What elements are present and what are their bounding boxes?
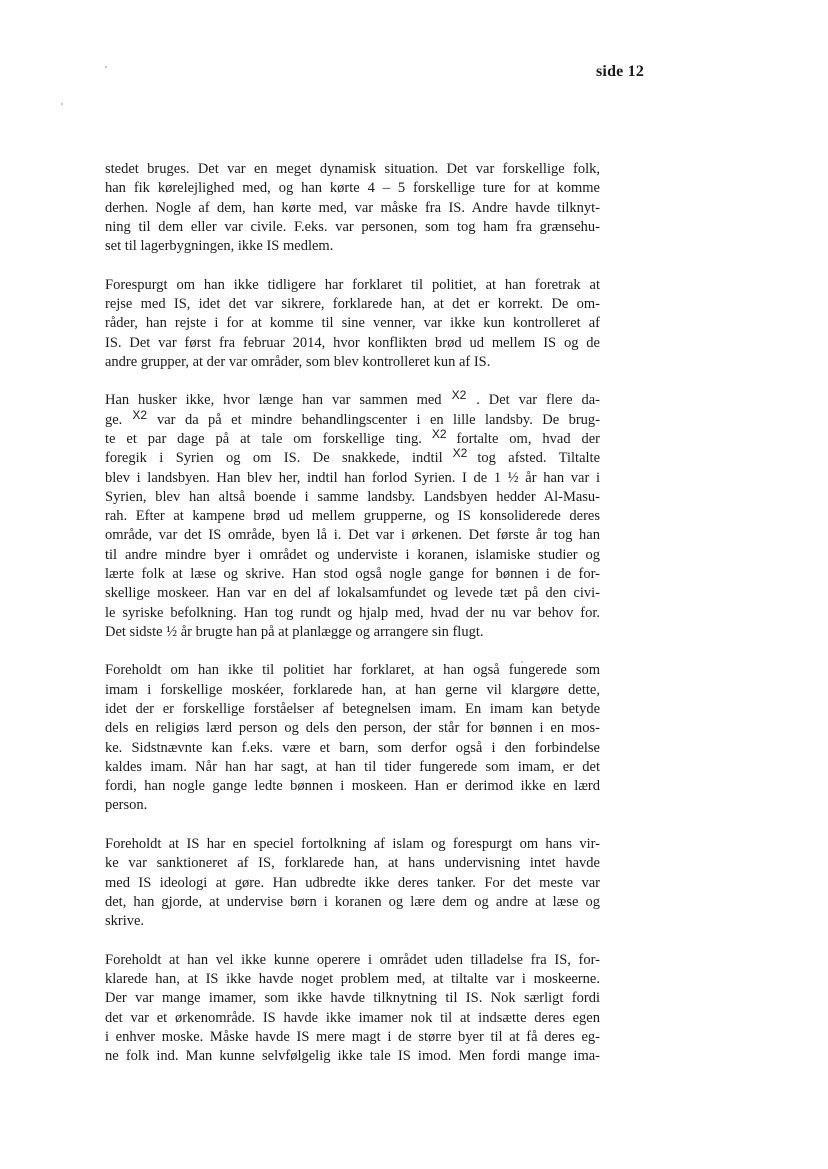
text-line xyxy=(105,446,601,468)
paragraph-5 xyxy=(105,835,600,931)
text-line: le syriske befolkning. Han tog rundt og hjalp med, hvad der nu var behov for. xyxy=(105,604,600,621)
text-line: rejse med IS, idet det var sikrere, forklarede han, at det er korrekt. De om- xyxy=(105,295,600,312)
text-line: ne folk ind. Man kunne selvfølgelig ikke tale IS imod. Men fordi mange ima- xyxy=(105,1048,600,1065)
text-line: person. xyxy=(105,797,148,814)
text-segment: fortalte om, hvad der xyxy=(456,430,600,447)
text-line: med IS ideologi at gøre. Han udbredte ikke deres tanker. For det meste var xyxy=(105,874,600,891)
text-segment: tog afsted. Tiltalte xyxy=(477,450,601,467)
document-body xyxy=(105,160,600,1086)
text-segment: foregik i Syrien og om IS. De snakkede, indtil xyxy=(105,450,443,467)
text-line: ke. Sidstnævnte kan f.eks. være et barn, som derfor også i den forbindelse xyxy=(105,739,600,756)
redaction-mark: X2 xyxy=(452,446,468,461)
text-line: blev i landsbyen. Han blev her, indtil han forlod Syrien. I de 1 ½ år han var i xyxy=(105,469,600,486)
text-line: Forespurgt om han ikke tidligere har forklaret til politiet, at han foretrak at xyxy=(105,276,600,293)
text-line: derhen. Nogle af dem, han kørte med, var måske fra IS. Andre havde tilknyt- xyxy=(105,199,600,216)
text-line xyxy=(105,426,600,449)
text-segment: ge. xyxy=(105,411,123,428)
text-line: område, var det IS område, byen lå i. Det var i ørkenen. Det første år tog han xyxy=(105,527,600,544)
text-line: det var et ørkenområde. IS havde ikke imamer nok til at indsætte deres egen xyxy=(105,1009,600,1026)
text-line: det, han gjorde, at undervise børn i koranen og lære dem og andre at læse og xyxy=(105,893,600,910)
text-line: andre grupper, at der var områder, som blev kontrolleret kun af IS. xyxy=(105,353,491,370)
text-line: lærte folk at læse og skrive. Han stod også nogle gange for bønnen i de for- xyxy=(105,566,600,583)
text-segment: Han husker ikke, hvor længe han var sammen med xyxy=(105,392,442,409)
text-line: Syrien, blev han altså boende i samme landsby. Landsbyen hedder Al-Masu- xyxy=(105,488,600,505)
text-line: skrive. xyxy=(105,913,145,930)
text-line: IS. Det var først fra februar 2014, hvor konflikten brød ud mellem IS og de xyxy=(105,334,600,351)
text-line xyxy=(105,388,600,410)
text-line: i enhver moske. Måske havde IS mere magt i de større byer til at få deres eg- xyxy=(105,1028,600,1045)
paragraph-6 xyxy=(105,951,600,1067)
redaction-mark: X2 xyxy=(451,388,467,403)
text-line: fordi, han nogle gange ledte bønnen i moskeen. Han er derimod ikke en lærd xyxy=(105,778,600,795)
text-line: Foreholdt om han ikke til politiet har forklaret, at han også fungerede som xyxy=(105,662,600,679)
text-line: Foreholdt at han vel ikke kunne operere i området uden tilladelse fra IS, for- xyxy=(105,951,600,968)
scan-speck xyxy=(105,66,107,68)
text-line: til andre mindre byer i området og underviste i koranen, islamiske studier og xyxy=(105,546,600,563)
page-number: side 12 xyxy=(596,63,645,80)
text-line: idet der er forskellige forståelser af betegnelsen imam. En imam kan betyde xyxy=(105,700,600,717)
text-line: klarede han, at IS ikke havde noget problem med, at tiltalte var i moskeerne. xyxy=(105,970,600,987)
text-line: dels en religiøs lærd person og dels den person, der står for bønnen i en mos- xyxy=(105,720,600,737)
redaction-mark: X2 xyxy=(132,407,147,422)
text-line: ke var sanktioneret af IS, forklarede han, at hans undervisning intet havde xyxy=(105,855,600,872)
text-line: rah. Efter at kampene brød ud mellem grupperne, og IS konsoliderede deres xyxy=(105,508,600,525)
text-line: imam i forskellige moskéer, forklarede han, at han gerne vil klargøre dette, xyxy=(105,681,600,698)
scan-speck xyxy=(61,103,63,105)
redaction-mark: X2 xyxy=(431,426,447,441)
paragraph-4 xyxy=(105,661,600,815)
text-line: råder, han rejste i for at komme til sine venner, var ikke kun kontrolleret af xyxy=(105,315,600,332)
text-line: kaldes imam. Når han har sagt, at han til tider fungerede som imam, er det xyxy=(105,758,600,775)
text-segment: var da på et mindre behandlingscenter i en lille landsby. De brug- xyxy=(157,411,600,428)
paragraph-2 xyxy=(105,276,600,372)
text-line xyxy=(105,407,600,430)
text-line: skellige moskeer. Han var en del af lokalsamfundet og levede tæt på den civi- xyxy=(105,585,600,602)
text-line: ning til dem eller var civile. F.eks. var personen, som tog ham fra grænsehu- xyxy=(105,218,600,235)
text-segment: te et par dage på at tale om forskellige ting. xyxy=(105,430,422,447)
text-line: Der var mange imamer, som ikke havde tilknytning til IS. Nok særligt fordi xyxy=(105,990,600,1007)
text-segment: . Det var flere da- xyxy=(476,392,600,409)
paragraph-3 xyxy=(105,388,601,642)
text-line: stedet bruges. Det var en meget dynamisk situation. Det var forskellige folk, xyxy=(105,161,600,177)
text-line: Foreholdt at IS har en speciel fortolkning af islam og forespurgt om hans vir- xyxy=(105,835,600,852)
text-line: han fik kørelejlighed med, og han kørte 4 – 5 forskellige ture for at komme xyxy=(105,180,600,197)
paragraph-1 xyxy=(105,160,600,256)
text-line: Det sidste ½ år brugte han på at planlægge og arrangere sin flugt. xyxy=(105,623,484,640)
text-line: set til lagerbygningen, ikke IS medlem. xyxy=(105,238,334,255)
